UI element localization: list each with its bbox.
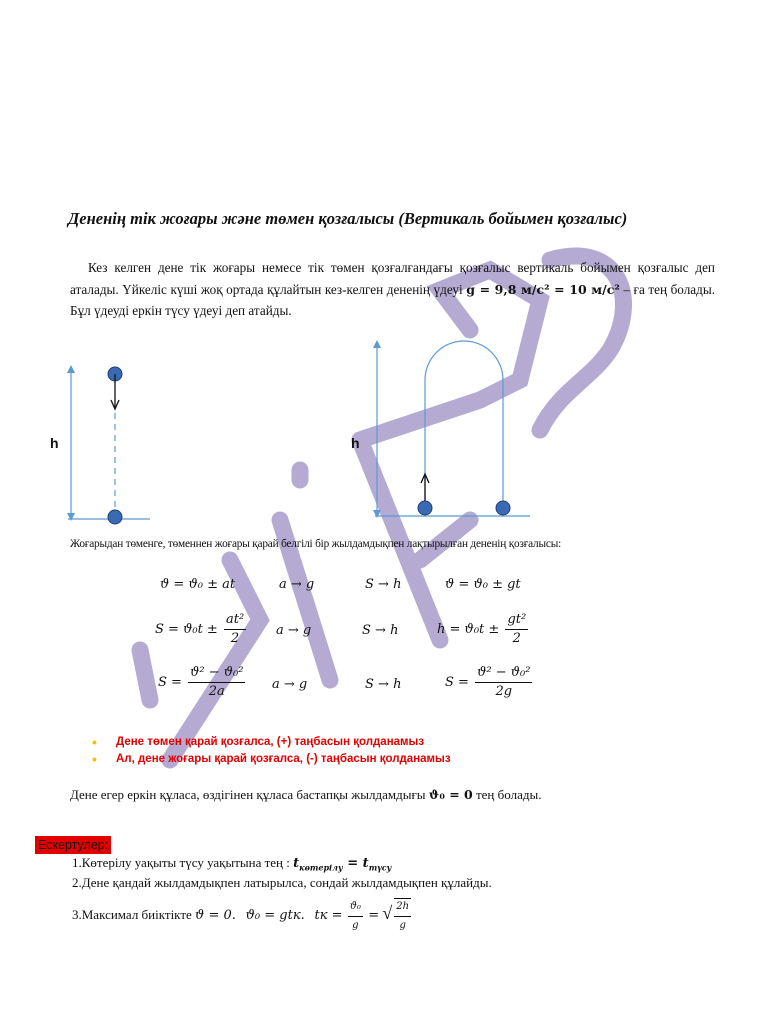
formula-a-to-g-2: a → g <box>276 623 312 638</box>
formula-s-to-h-3: S → h <box>365 677 402 692</box>
formula-s-to-h-2: S → h <box>362 623 399 638</box>
page-title: Дененің тік жоғары және төмен қозғалысы (Вертикаль бойымен қозғалыс) <box>68 209 628 228</box>
sign-rule-up: • Ал, дене жоғары қарай қозғалса, (-) таңбасын қолданамыз <box>92 751 451 768</box>
right-start-ball <box>418 501 432 515</box>
free-fall-formula: ϑ₀ = 0 <box>428 787 473 802</box>
formula-s-to-h-1: S → h <box>365 577 402 592</box>
left-bottom-ball <box>108 510 122 524</box>
formula-a-to-g-3: a → g <box>272 677 308 692</box>
motion-caption: Жоғарыдан төменге, төменнен жоғары қарай белгілі бір жылдамдықпен лақтырылған дененің қозғалысы: <box>70 538 562 550</box>
warnings-label: Ескертулер: <box>35 836 111 854</box>
intro-text-1: Кез келген дене тік жоғары немесе тік төмен қозғалғандағы қозғалыс вертикаль бойымен қозғалыс деп аталады. Үйкеліс күші жоқ ортада құлайтын кез-келген дененің үдеуі <box>70 260 715 297</box>
note-3: 3.Максимал биіктікте ϑ = 0. ϑ₀ = gtк. tк = $\frac{\text{ϑ₀}}{g}$ = √ $\frac{2h}{g}$ <box>72 898 413 934</box>
left-h-label: h <box>50 435 59 451</box>
formula-velocity-g: ϑ = ϑ₀ ± gt <box>445 577 521 592</box>
sign-rule-down: • Дене төмен қарай қозғалса, (+) таңбасын қолданамыз <box>92 734 451 751</box>
formula-distance-velocity-g: S = $\frac{\text{ϑ² − ϑ₀²}}{2g}$ <box>445 665 531 699</box>
formula-distance-velocity: S = $\frac{\text{ϑ² − ϑ₀²}}{2a}$ <box>158 665 244 699</box>
intro-formula: g = 9,8 м/с² = 10 м/с² <box>466 281 620 297</box>
intro-paragraph <box>70 257 715 322</box>
formula-distance: S = ϑ₀t ± $\frac{\text{at²}}{2}$ <box>155 612 245 646</box>
formula-height: h = ϑ₀t ± $\frac{\text{gt²}}{2}$ <box>437 612 527 646</box>
right-h-label: h <box>351 435 360 451</box>
free-fall-text: Дене егер еркін құласа, өздігінен құласа бастапқы жылдамдығы ϑ₀ = 0 тең болады. <box>70 787 542 802</box>
right-trajectory <box>425 341 503 508</box>
note-2: 2.Дене қандай жылдамдықпен латырылса, сондай жылдамдықпен құлайды. <box>72 875 492 890</box>
sign-rules-list <box>92 734 451 768</box>
formula-a-to-g-1: a → g <box>279 577 315 592</box>
formula-velocity: ϑ = ϑ₀ ± at <box>160 577 236 592</box>
right-diagram <box>360 330 540 530</box>
right-end-ball <box>496 501 510 515</box>
left-diagram <box>40 355 180 535</box>
intro-text-2: – ға тең болады. Бұл үдеуді еркін түсу үдеуі деп атайды. <box>70 281 716 318</box>
note-1: 1.Көтерілу уақыты түсу уақытына тең : $t_{көтерілу} = t_{түсу}$ <box>72 855 392 873</box>
